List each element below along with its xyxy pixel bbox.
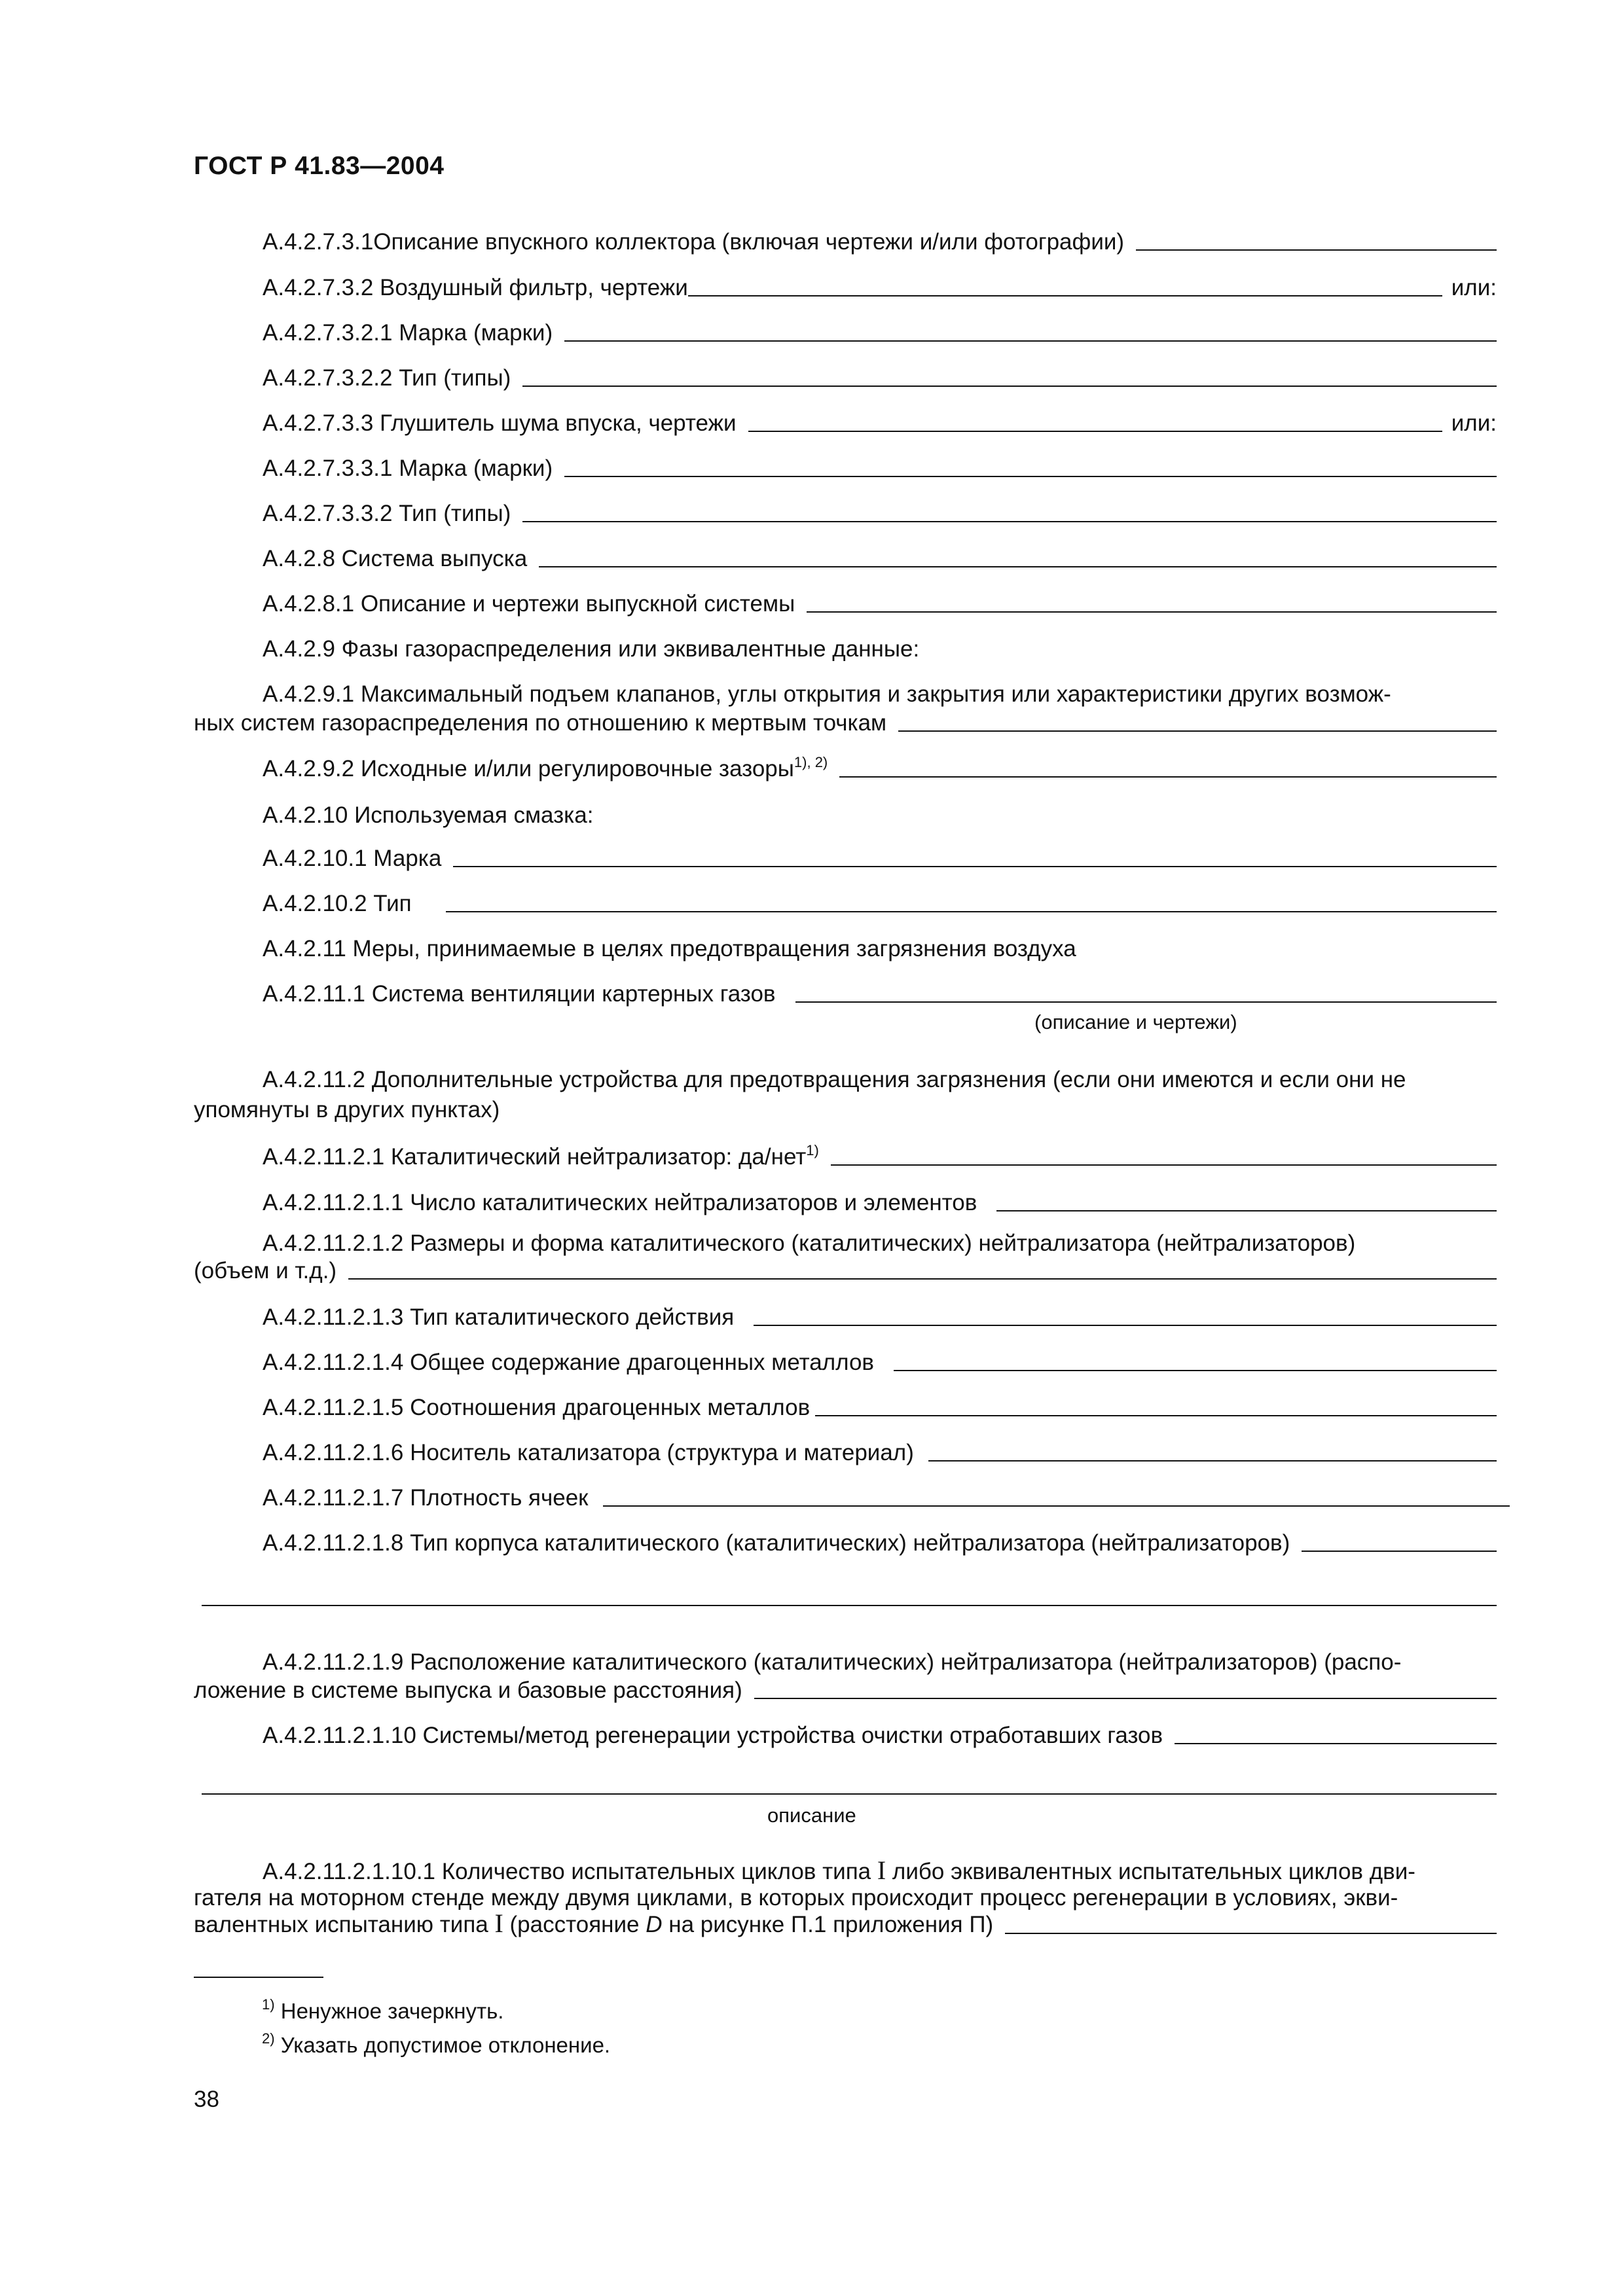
- footnote-separator: [194, 1977, 323, 1978]
- form-row-regeneration-system: [194, 1716, 1497, 1749]
- footnote-mark: 2): [262, 2030, 275, 2047]
- blank-line[interactable]: [898, 730, 1497, 732]
- field-label: A.4.2.7.3.2 Воздушный фильтр, чертежи: [263, 275, 688, 300]
- blank-line[interactable]: [894, 1370, 1497, 1371]
- text-span: на рисунке П.1 приложения П): [662, 1912, 994, 1937]
- form-row-air-filter-type: [194, 359, 1497, 391]
- blank-line[interactable]: [688, 295, 1442, 296]
- form-row-clearances: [194, 749, 1497, 782]
- blank-line[interactable]: [1005, 1933, 1497, 1934]
- form-row-converter-location: [194, 1671, 1497, 1704]
- field-label: [194, 1908, 993, 1939]
- blank-line[interactable]: [1136, 249, 1497, 251]
- paragraph-line: A.4.2.9.1 Максимальный подъем клапанов, углы открытия и закрытия или характеристики других возмож-: [263, 681, 1391, 707]
- blank-line[interactable]: [202, 1793, 1497, 1795]
- roman-numeral: I: [877, 1856, 886, 1885]
- field-label: [194, 1144, 819, 1170]
- form-row-converter-dimensions: [194, 1251, 1497, 1284]
- field-label: A.4.2.11.2.1.3 Тип каталитического действия: [263, 1304, 735, 1330]
- field-label: A.4.2.8.1 Описание и чертежи выпускной системы: [263, 591, 795, 617]
- blank-line[interactable]: [522, 386, 1497, 387]
- blank-line[interactable]: [795, 1001, 1497, 1003]
- form-row-crankcase-ventilation: [194, 975, 1497, 1007]
- field-label: A.4.2.11.2.1.4 Общее содержание драгоценных металлов: [263, 1350, 875, 1375]
- blank-line[interactable]: [754, 1325, 1497, 1326]
- form-row-exhaust-description: [194, 584, 1497, 617]
- field-label: A.4.2.10.2 Тип: [263, 891, 412, 916]
- form-row-catalytic-converter: [194, 1138, 1497, 1170]
- form-row-converter-housing: [194, 1524, 1497, 1556]
- section-heading: A.4.2.9 Фазы газораспределения или эквивалентные данные:: [263, 636, 920, 662]
- italic-variable: D: [646, 1912, 663, 1937]
- form-row-catalytic-action: [194, 1298, 1497, 1331]
- form-row-valve-lift: [194, 704, 1497, 736]
- field-caption: описание: [767, 1804, 856, 1827]
- blank-line[interactable]: [996, 1210, 1497, 1211]
- field-caption: (описание и чертежи): [1034, 1011, 1237, 1033]
- form-row-silencer-make: [194, 449, 1497, 482]
- blank-line[interactable]: [815, 1415, 1497, 1416]
- field-label: A.4.2.7.3.3.1 Марка (марки): [263, 456, 553, 481]
- text-span: (расстояние: [503, 1912, 646, 1937]
- form-row-silencer-type: [194, 494, 1497, 527]
- footnote-mark: 1): [262, 1996, 275, 2013]
- paragraph-line: упомянуты в других пунктах): [194, 1097, 500, 1122]
- field-label: A.4.2.11.2.1.1 Число каталитических нейтрализаторов и элементов: [263, 1190, 977, 1215]
- field-label: [194, 756, 828, 782]
- field-label: ложение в системе выпуска и базовые расстояния): [194, 1677, 742, 1703]
- paragraph-line: A.4.2.11.2 Дополнительные устройства для предотвращения загрязнения (если они имеются и если они не: [263, 1067, 1406, 1092]
- section-heading: A.4.2.11 Меры, принимаемые в целях предотвращения загрязнения воздуха: [263, 936, 1076, 961]
- field-label: A.4.2.7.3.2.2 Тип (типы): [263, 365, 511, 391]
- footnote-1: [262, 1996, 504, 2024]
- label-text: A.4.2.9.2 Исходные и/или регулировочные зазоры: [263, 756, 794, 781]
- blank-line[interactable]: [603, 1505, 1510, 1507]
- footnote-text: Ненужное зачеркнуть.: [274, 1999, 504, 2023]
- blank-line[interactable]: [453, 866, 1497, 867]
- field-label: A.4.2.7.3.1Описание впускного коллектора (включая чертежи и/или фотографии): [263, 229, 1125, 255]
- form-row-regeneration-cycles: [194, 1906, 1497, 1939]
- blank-line[interactable]: [807, 611, 1497, 613]
- form-row-intake-manifold: [194, 223, 1497, 255]
- field-label: (объем и т.д.): [194, 1258, 337, 1283]
- field-label: A.4.2.8 Система выпуска: [263, 546, 528, 571]
- field-label: A.4.2.11.2.1.5 Соотношения драгоценных металлов: [263, 1395, 811, 1420]
- section-heading: A.4.2.10 Используемая смазка:: [263, 802, 594, 828]
- paragraph-line: гателя на моторном стенде между двумя циклами, в которых происходит процесс регенерации в условиях, экви-: [194, 1885, 1398, 1910]
- label-text: A.4.2.11.2.1 Каталитический нейтрализатор: да/нет: [263, 1144, 807, 1170]
- paragraph-line: [194, 1855, 1565, 1886]
- blank-line[interactable]: [839, 776, 1497, 778]
- field-label: ных систем газораспределения по отношению к мертвым точкам: [194, 710, 887, 736]
- field-label: A.4.2.7.3.3.2 Тип (типы): [263, 501, 511, 526]
- field-tail-text: или:: [1451, 410, 1497, 436]
- blank-line[interactable]: [1175, 1743, 1497, 1744]
- form-row-air-filter: [194, 268, 1497, 301]
- field-label: A.4.2.7.3.2.1 Марка (марки): [263, 320, 553, 346]
- form-row-converter-count: [194, 1183, 1497, 1216]
- form-row-precious-metal-ratio: [194, 1388, 1497, 1421]
- footnote-ref: 1): [806, 1142, 819, 1158]
- paragraph-line: A.4.2.11.2.1.9 Расположение каталитического (каталитических) нейтрализатора (нейтрализаторов) (распо-: [263, 1649, 1402, 1675]
- field-label: A.4.2.11.1 Система вентиляции картерных газов: [263, 981, 776, 1007]
- footnote-2: [262, 2030, 611, 2058]
- blank-line[interactable]: [446, 911, 1497, 912]
- blank-line[interactable]: [831, 1164, 1497, 1166]
- document-header: ГОСТ Р 41.83—2004: [194, 152, 445, 180]
- form-row-precious-metal-content: [194, 1343, 1497, 1376]
- form-row-lubricant-make: [194, 839, 1497, 872]
- field-label: A.4.2.11.2.1.10 Системы/метод регенерации устройства очистки отработавших газов: [263, 1723, 1163, 1748]
- field-label: A.4.2.11.2.1.8 Тип корпуса каталитического (каталитических) нейтрализатора (нейтрализаторов): [263, 1530, 1290, 1556]
- footnote-ref: 1), 2): [793, 754, 828, 770]
- blank-line[interactable]: [564, 476, 1497, 477]
- blank-line[interactable]: [202, 1605, 1497, 1606]
- blank-line[interactable]: [522, 521, 1497, 522]
- form-row-catalyst-substrate: [194, 1433, 1497, 1466]
- form-row-intake-silencer: [194, 404, 1497, 437]
- field-label: A.4.2.11.2.1.6 Носитель катализатора (структура и материал): [263, 1440, 914, 1465]
- blank-line[interactable]: [564, 340, 1497, 342]
- form-row-cell-density: [194, 1479, 1510, 1511]
- form-row-lubricant-type: [194, 884, 1497, 917]
- footnote-text: Указать допустимое отклонение.: [274, 2033, 611, 2057]
- blank-line[interactable]: [928, 1460, 1497, 1462]
- text-span: A.4.2.11.2.1.10.1 Количество испытательных циклов типа: [263, 1859, 877, 1884]
- field-label: A.4.2.10.1 Марка: [263, 846, 442, 871]
- text-span: валентных испытанию типа: [194, 1912, 495, 1937]
- blank-line[interactable]: [754, 1698, 1497, 1699]
- blank-line[interactable]: [539, 566, 1497, 567]
- field-tail-text: или:: [1451, 275, 1497, 300]
- roman-numeral: I: [494, 1909, 503, 1938]
- blank-line[interactable]: [348, 1278, 1497, 1280]
- page-number: 38: [194, 2087, 219, 2112]
- form-row-air-filter-make: [194, 314, 1497, 346]
- form-row-exhaust-system: [194, 539, 1497, 572]
- field-label: A.4.2.11.2.1.7 Плотность ячеек: [263, 1485, 589, 1511]
- text-span: либо эквивалентных испытательных циклов дви-: [886, 1859, 1415, 1884]
- field-label: A.4.2.7.3.3 Глушитель шума впуска, чертежи: [263, 410, 737, 436]
- paragraph-line: A.4.2.11.2.1.2 Размеры и форма каталитического (каталитических) нейтрализатора (нейтрализаторов): [263, 1230, 1356, 1256]
- blank-line[interactable]: [748, 431, 1442, 432]
- blank-line[interactable]: [1302, 1551, 1497, 1552]
